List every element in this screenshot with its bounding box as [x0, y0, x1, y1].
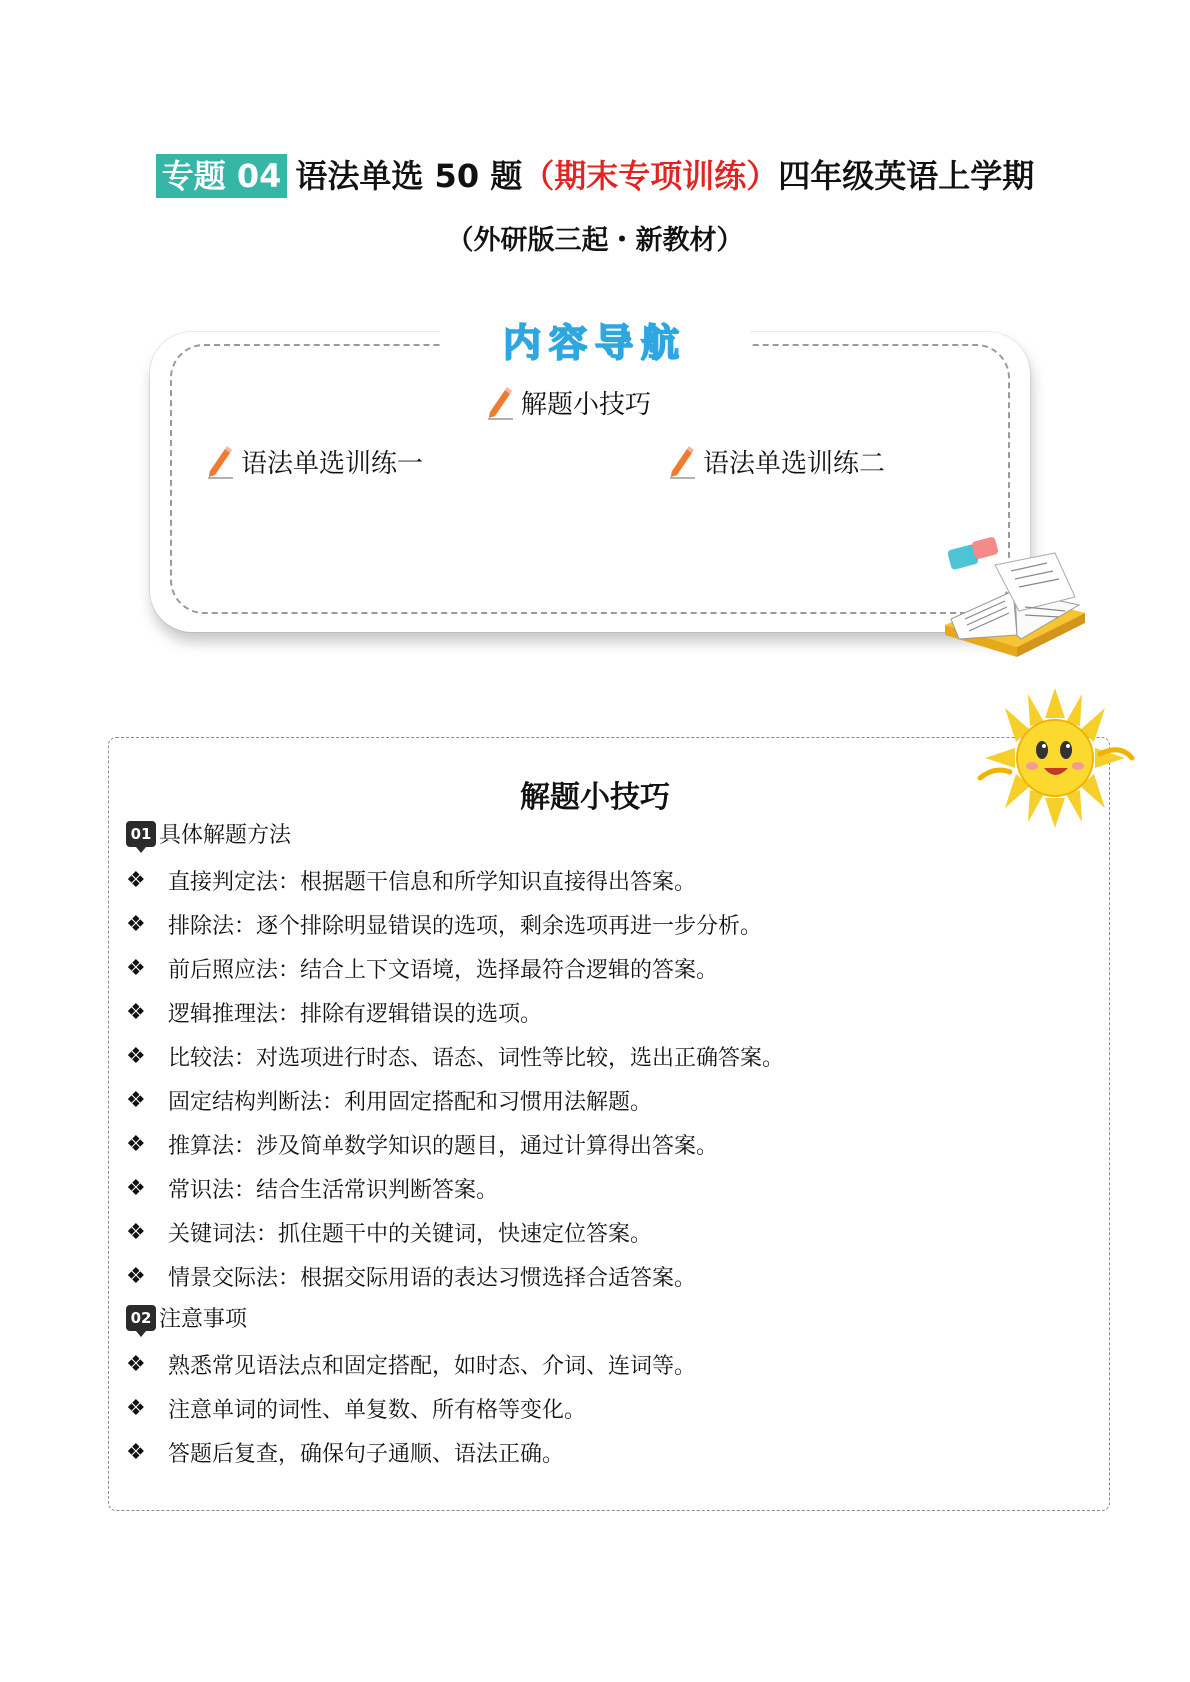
- nav-item-label: 语法单选训练二: [703, 449, 886, 479]
- diamond-bullet-icon: ❖: [126, 867, 146, 893]
- list-item: ❖ 比较法：对选项进行时态、语态、词性等比较，选出正确答案。: [126, 1043, 785, 1071]
- diamond-bullet-icon: ❖: [126, 1395, 146, 1421]
- diamond-bullet-icon: ❖: [126, 1087, 146, 1113]
- list-item: ❖ 排除法：逐个排除明显错误的选项，剩余选项再进一步分析。: [126, 911, 763, 939]
- list-item: ❖ 注意单词的词性、单复数、所有格等变化。: [126, 1395, 587, 1423]
- nav-item-tips[interactable]: [485, 384, 651, 421]
- diamond-bullet-icon: ❖: [126, 1219, 146, 1245]
- content-nav-card: [150, 332, 1030, 632]
- list-item: ❖ 逻辑推理法：排除有逻辑错误的选项。: [126, 999, 543, 1027]
- pencil-icon: [485, 386, 515, 420]
- diamond-bullet-icon: ❖: [126, 955, 146, 981]
- diamond-bullet-icon: ❖: [126, 1263, 146, 1289]
- list-item: ❖ 推算法：涉及简单数学知识的题目，通过计算得出答案。: [126, 1131, 719, 1159]
- title-tail: 四年级英语上学期: [778, 157, 1035, 195]
- diamond-bullet-icon: ❖: [126, 1175, 146, 1201]
- list-item: ❖ 情景交际法：根据交际用语的表达习惯选择合适答案。: [126, 1263, 697, 1291]
- list-item: ❖ 前后照应法：结合上下文语境，选择最符合逻辑的答案。: [126, 955, 719, 983]
- nav-item-training-1[interactable]: [205, 443, 423, 480]
- notes-list: [126, 1342, 696, 1474]
- pencil-icon: [205, 445, 235, 479]
- book-eraser-icon: [935, 535, 1095, 665]
- page-subtitle: （外研版三起・新教材）: [446, 225, 744, 256]
- diamond-bullet-icon: ❖: [126, 1351, 146, 1377]
- pencil-icon: [667, 445, 697, 479]
- tips-title: 解题小技巧: [520, 780, 670, 815]
- methods-list: [126, 858, 784, 1298]
- topic-badge: 专题 04: [156, 154, 288, 198]
- diamond-bullet-icon: ❖: [126, 1131, 146, 1157]
- section-head-notes: [126, 1302, 247, 1333]
- nav-item-label: 语法单选训练一: [241, 449, 424, 479]
- nav-item-training-2[interactable]: [667, 443, 885, 480]
- section-heading: 具体解题方法: [159, 823, 292, 848]
- nav-item-label: 解题小技巧: [521, 390, 652, 420]
- title-highlight: （期末专项训练）: [522, 157, 779, 195]
- cartoon-sun-icon: [970, 688, 1140, 828]
- diamond-bullet-icon: ❖: [126, 999, 146, 1025]
- title-main: 语法单选 50 题: [295, 157, 523, 195]
- list-item: ❖ 固定结构判断法：利用固定搭配和习惯用法解题。: [126, 1087, 653, 1115]
- list-item: ❖ 熟悉常见语法点和固定搭配，如时态、介词、连词等。: [126, 1351, 697, 1379]
- nav-heading: 内容导航: [440, 318, 750, 368]
- list-item: ❖ 常识法：结合生活常识判断答案。: [126, 1175, 499, 1203]
- diamond-bullet-icon: ❖: [126, 1043, 146, 1069]
- section-number-badge: 02: [126, 1305, 156, 1331]
- diamond-bullet-icon: ❖: [126, 911, 146, 937]
- list-item: ❖ 直接判定法：根据题干信息和所学知识直接得出答案。: [126, 867, 697, 895]
- section-head-methods: [126, 818, 291, 849]
- section-heading: 注意事项: [159, 1307, 248, 1332]
- list-item: ❖ 关键词法：抓住题干中的关键词，快速定位答案。: [126, 1219, 653, 1247]
- section-number-badge: 01: [126, 821, 156, 847]
- list-item: ❖ 答题后复查，确保句子通顺、语法正确。: [126, 1439, 565, 1467]
- diamond-bullet-icon: ❖: [126, 1439, 146, 1465]
- page-title: [0, 154, 1190, 198]
